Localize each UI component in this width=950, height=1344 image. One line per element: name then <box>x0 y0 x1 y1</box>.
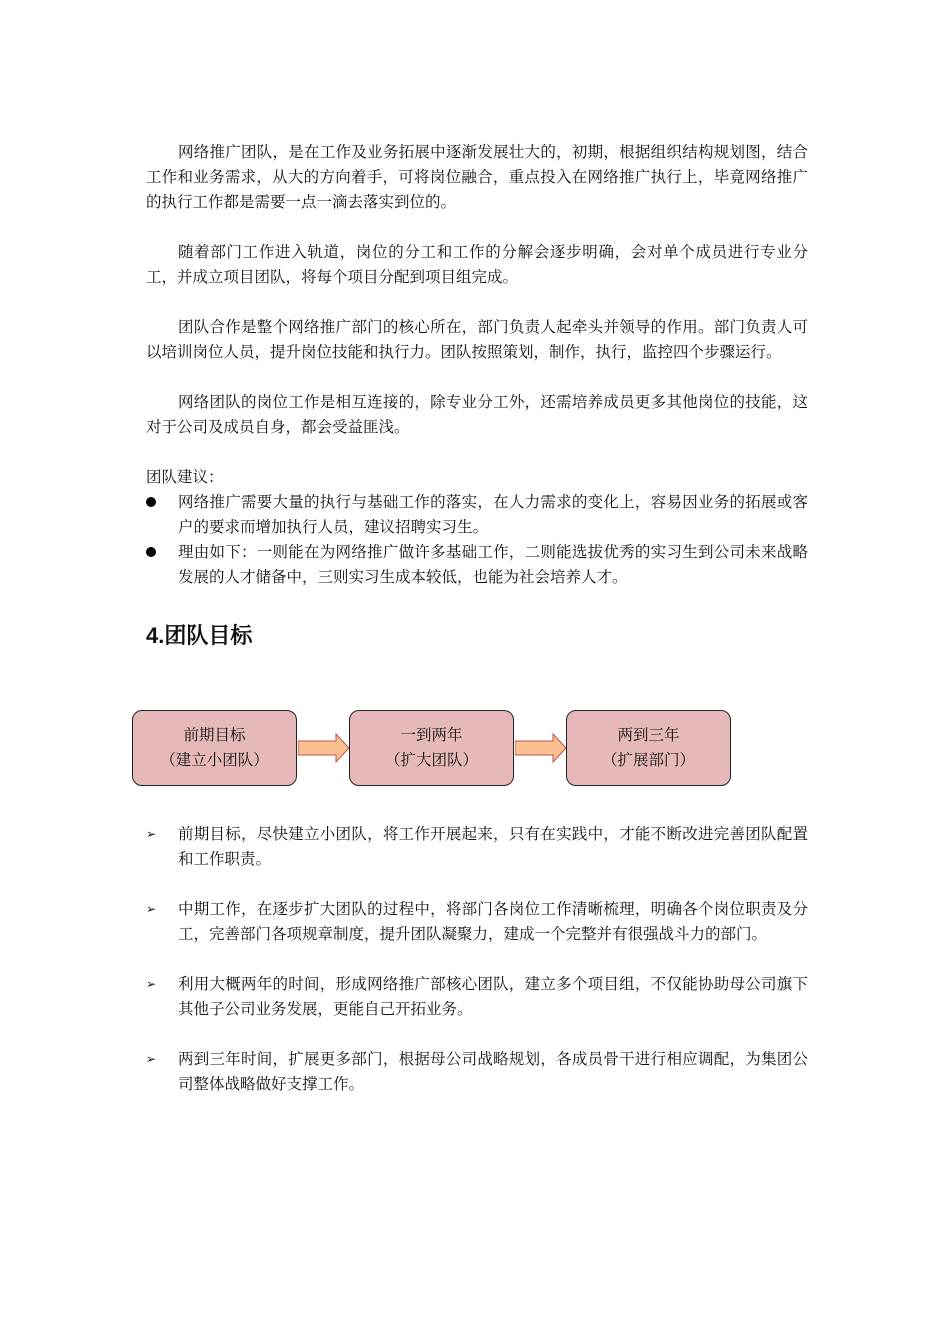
arrowhead-bullet-icon: ➢ <box>146 902 157 916</box>
section-title-text: 团队目标 <box>164 623 253 649</box>
goal-text: 前期目标，尽快建立小团队，将工作开展起来，只有在实践中，才能不断改进完善团队配置和工作职责。 <box>178 825 808 868</box>
list-item <box>146 822 808 872</box>
arrowhead-bullet-icon: ➢ <box>146 1052 157 1066</box>
step-subtitle: （扩大团队） <box>384 751 478 769</box>
arrowhead-bullet-icon: ➢ <box>146 827 157 841</box>
suggestion-text: 网络推广需要大量的执行与基础工作的落实，在人力需求的变化上，容易因业务的拓展或客户的要求而增加执行人员，建议招聘实习生。 <box>178 493 808 536</box>
goal-text: 两到三年时间，扩展更多部门，根据母公司战略规划，各成员骨干进行相应调配，为集团公司整体战略做好支撑工作。 <box>178 1050 808 1093</box>
suggestions-list <box>146 490 808 590</box>
arrow-right-icon <box>515 733 567 763</box>
bullet-dot-icon <box>146 497 156 507</box>
list-item <box>146 972 808 1022</box>
paragraph-cooperation: 团队合作是整个网络推广部门的核心所在，部门负责人起牵头并领导的作用。部门负责人可以培训岗位人员，提升岗位技能和执行力。团队按照策划，制作，执行，监控四个步骤运行。 <box>146 318 808 361</box>
list-item <box>146 490 808 540</box>
goal-text: 中期工作，在逐步扩大团队的过程中，将部门各岗位工作清晰梳理，明确各个岗位职责及分工，完善部门各项规章制度，提升团队凝聚力，建成一个完整并有很强战斗力的部门。 <box>178 900 808 943</box>
step-box-late <box>566 710 731 786</box>
arrowhead-bullet-icon: ➢ <box>146 977 157 991</box>
bullet-dot-icon <box>146 547 156 557</box>
step-subtitle: （建立小团队） <box>160 751 269 769</box>
goal-flow-diagram <box>130 708 735 790</box>
step-box-early <box>132 710 297 786</box>
step-box-mid <box>349 710 514 786</box>
suggestions-label: 团队建议： <box>146 468 224 486</box>
goal-text: 利用大概两年的时间，形成网络推广部核心团队，建立多个项目组，不仅能协助母公司旗下其他子公司业务发展，更能自己开拓业务。 <box>178 975 808 1018</box>
document-body <box>146 140 808 590</box>
step-title: 一到两年 <box>400 726 463 744</box>
paragraph-skills: 网络团队的岗位工作是相互连接的，除专业分工外，还需培养成员更多其他岗位的技能，这对于公司及成员自身，都会受益匪浅。 <box>146 393 808 436</box>
goals-list <box>146 822 808 1122</box>
section-heading <box>146 620 252 652</box>
step-subtitle: （扩展部门） <box>601 751 695 769</box>
paragraph-division: 随着部门工作进入轨道，岗位的分工和工作的分解会逐步明确，会对单个成员进行专业分工，并成立项目团队，将每个项目分配到项目组完成。 <box>146 243 808 286</box>
list-item <box>146 540 808 590</box>
arrow-right-icon <box>298 733 350 763</box>
list-item <box>146 897 808 947</box>
step-title: 前期目标 <box>183 726 246 744</box>
list-item <box>146 1047 808 1097</box>
section-number: 4. <box>146 623 165 648</box>
suggestion-text: 理由如下：一则能在为网络推广做许多基础工作，二则能选拔优秀的实习生到公司未来战略发展的人才储备中，三则实习生成本较低，也能为社会培养人才。 <box>178 543 808 586</box>
step-title: 两到三年 <box>617 726 680 744</box>
paragraph-intro: 网络推广团队，是在工作及业务拓展中逐渐发展壮大的，初期，根据组织结构规划图，结合工作和业务需求，从大的方向着手，可将岗位融合，重点投入在网络推广执行上，毕竟网络推广的执行工作都是需要一点一滴去落实到位的。 <box>146 143 808 211</box>
